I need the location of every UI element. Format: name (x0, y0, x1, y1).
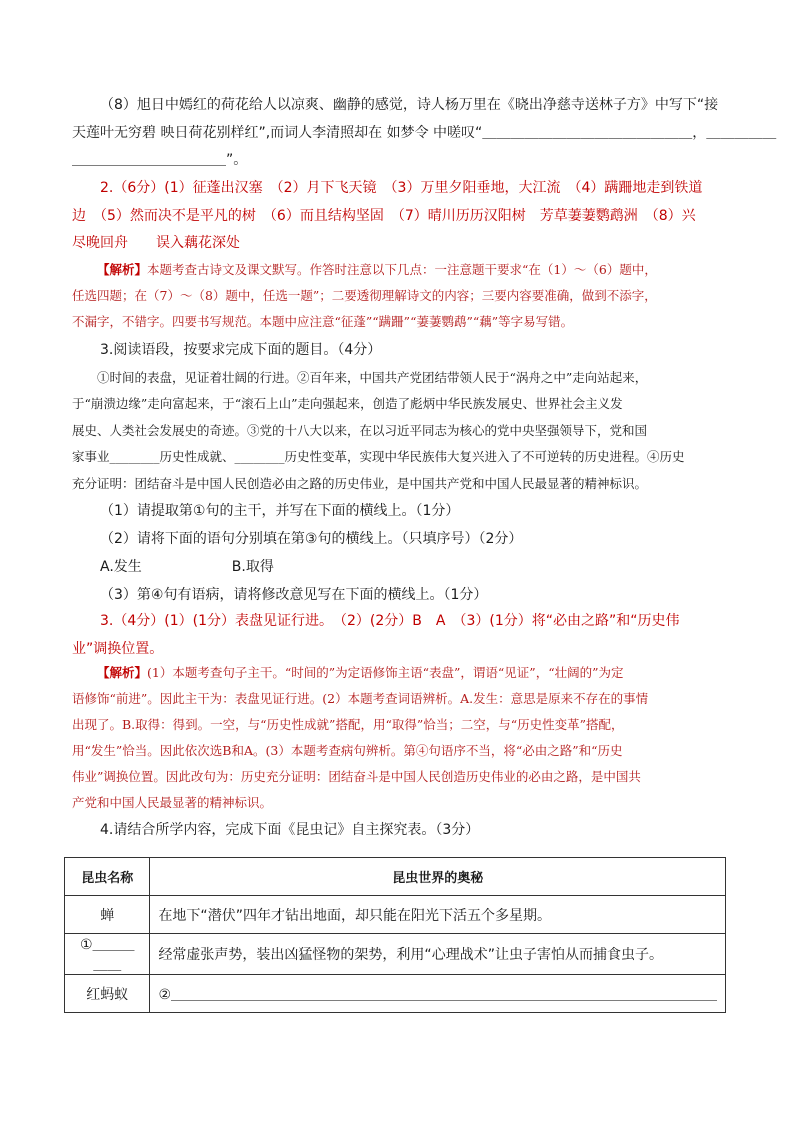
explanation-line: (1）本题考查句子主干。“时间的”为定语修饰主语“表盘”，谓语“见证”，“壮阔的”为定 (147, 665, 624, 680)
passage-line: 充分证明：团结奋斗是中国人民创造必由之路的历史伟业，是中国共产党和中国人民最显著的精神标识。 (72, 475, 648, 491)
question-title: 3.阅读语段，按要求完成下面的题目。（4分） (100, 342, 382, 358)
option-b: B.取得 (231, 559, 274, 575)
table-row (65, 896, 726, 934)
insect-name: 红蚂蚁 (65, 975, 150, 1013)
question-3-explanation (72, 660, 726, 816)
q1-line: （8）旭日中嫣红的荷花给人以凉爽、幽静的感觉，诗人杨万里在《晓出净慈寺送林子方》中写下“接 (100, 97, 719, 113)
explanation-line: 任选四题；在（7）～（8）题中，任选一题”；二要透彻理解诗文的内容；三要内容要准确，做到不添字， (72, 288, 657, 303)
sub-question-1: （1）请提取第①句的主干，并写在下面的横线上。（1分） (100, 503, 460, 519)
insect-desc-blank: ②＿＿＿＿＿＿＿＿＿＿＿＿＿＿＿＿＿＿＿＿＿＿＿＿＿＿＿＿＿＿＿＿＿＿＿＿＿＿＿ (150, 975, 726, 1013)
explanation-line: 伟业”调换位置。因此改句为：历史充分证明：团结奋斗是中国人民创造历史伟业的必由之路，是中国共 (72, 769, 641, 784)
passage-line: ①时间的表盘，见证着壮阔的行进。②百年来，中国共产党团结带领人民于“涡舟之中”走向站起来， (97, 369, 648, 385)
insect-desc: 在地下“潜伏”四年才钻出地面，却只能在阳光下活五个多星期。 (150, 896, 726, 934)
insect-table (64, 857, 726, 1013)
explanation-line: 用“发生”恰当。因此依次选B和A。(3）本题考查病句辨析。第④句语序不当，将“必由之路”和“历史 (72, 743, 623, 758)
passage-line: 展史、人类社会发展史的奇迹。③党的十八大以来，在以习近平同志为核心的党中央坚强领导下，党和国 (72, 422, 648, 438)
question-4 (72, 817, 726, 845)
question-1-item-8 (72, 92, 777, 175)
answer-line: 尽晚回舟 误入藕花深处 (72, 235, 240, 251)
explanation-line: 产党和中国人民最显著的精神标识。 (72, 795, 273, 810)
passage-line: 家事业________历史性成就、________历史性变革，实现中华民族伟大复兴进入了不可逆转的历史进程。④历史 (72, 449, 685, 464)
table-row (65, 934, 726, 975)
answer-line: 边 （5）然而决不是平凡的树 （6）而且结构坚固 （7）晴川历历汉阳树 芳草萋萋鹦鹉洲 （8）兴 (72, 207, 696, 224)
insect-desc: 经常虚张声势，装出凶猛怪物的架势，利用“心理战术”让虫子害怕从而捕食虫子。 (150, 934, 726, 975)
table-header: 昆虫世界的奥秘 (150, 858, 726, 896)
question-3 (72, 337, 726, 609)
question-2-explanation (72, 257, 726, 335)
explanation-tag: 【解析】 (97, 262, 148, 277)
sub-question-3: （3）第④句有语病，请将修改意见写在下面的横线上。（1分） (100, 586, 488, 603)
insect-name-blank: ①＿＿＿＿＿ (65, 934, 150, 975)
q1-line: 天莲叶无穷碧 映日荷花别样红”,而词人李清照却在 如梦令 中嗟叹“＿＿＿＿＿＿＿＿＿＿＿＿＿＿＿，＿＿＿＿＿ (72, 124, 777, 141)
explanation-line: 出现了。B.取得：得到。一空，与“历史性成就”搭配，用“取得”恰当；二空，与“历史性变革”搭配， (72, 717, 624, 732)
question-title: 4.请结合所学内容，完成下面《昆虫记》自主探究表。（3分） (100, 822, 480, 838)
insect-name: 蝉 (65, 896, 150, 934)
sub-question-2: （2）请将下面的语句分别填在第③句的横线上。（只填序号）（2分） (100, 530, 523, 547)
explanation-line: 本题考查古诗文及课文默写。作答时注意以下几点：一注意题干要求“在（1）～（6）题中， (147, 262, 657, 277)
explanation-line: 不漏字，不错字。四要书写规范。本题中应注意“征蓬”“蹒跚”“萋萋鹦鹉”“藕”等字易写错。 (72, 314, 574, 329)
explanation-line: 语修饰“前进”。因此主干为：表盘见证行进。(2）本题考查词语辨析。A.发生：意思是原来不存在的事情 (72, 691, 649, 706)
explanation-tag: 【解析】 (97, 665, 148, 680)
answer-line: 2.（6分）(1）征蓬出汉塞 （2）月下飞天镜 （3）万里夕阳垂地，大江流 （4）蹒跚地走到铁道 (100, 180, 703, 196)
option-a: A.发生 (100, 559, 142, 575)
question-2-answer (72, 175, 726, 258)
q1-line: ＿＿＿＿＿＿＿＿＿＿＿”。 (72, 152, 248, 168)
passage-line: 于“崩溃边缘”走向富起来，于“滚石上山”走向强起来，创造了彪炳中华民族发展史、世界社会主义发 (72, 396, 623, 411)
table-header: 昆虫名称 (65, 858, 150, 896)
question-3-answer (72, 608, 726, 663)
answer-line: 业”调换位置。 (72, 640, 164, 657)
answer-line: 3.（4分）(1）(1分）表盘见证行进。 （2）(2分）B A （3）(1分）将“必由之路”和“历史伟 (100, 613, 680, 629)
table-header-row (65, 858, 726, 896)
table-row (65, 975, 726, 1013)
